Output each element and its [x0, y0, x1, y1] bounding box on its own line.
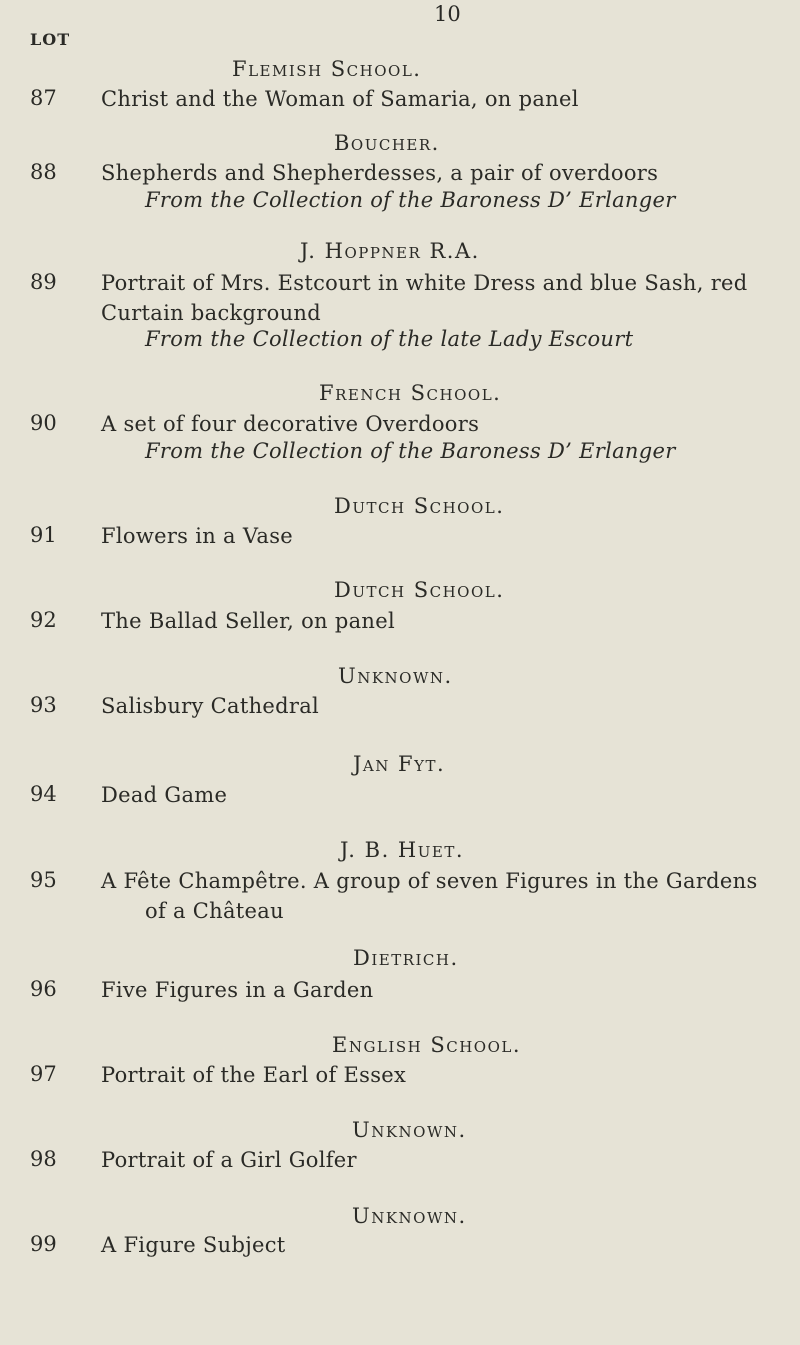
lot-attribution: Jan Fyt.: [353, 752, 446, 776]
lot-attribution: Unknown.: [352, 1204, 467, 1228]
lot-attribution: Dutch School.: [334, 578, 505, 602]
lot-provenance: From the Collection of the late Lady Escourt: [145, 327, 634, 351]
lot-attribution: J. Hoppner R.A.: [300, 239, 480, 263]
lot-title: Portrait of Mrs. Estcourt in white Dress and blue Sash, red Curtain background: [101, 271, 748, 325]
lot-title: Portrait of a Girl Golfer: [101, 1148, 357, 1172]
lot-attribution: English School.: [332, 1033, 522, 1057]
lot-number: 92: [30, 608, 57, 632]
lot-title: Five Figures in a Garden: [101, 978, 374, 1002]
lot-title: Dead Game: [101, 783, 228, 807]
lot-provenance: From the Collection of the Baroness D’ Erlanger: [145, 188, 676, 212]
lot-title: [101, 866, 780, 926]
lot-attribution: French School.: [319, 381, 502, 405]
lot-number: 96: [30, 977, 57, 1001]
lot-number: 91: [30, 523, 57, 547]
lot-title: Portrait of the Earl of Essex: [101, 1063, 407, 1087]
lot-attribution: J. B. Huet.: [340, 838, 465, 862]
lot-attribution: Flemish School.: [232, 57, 422, 81]
lot-title: Christ and the Woman of Samaria, on panel: [101, 87, 579, 111]
lot-provenance: From the Collection of the Baroness D’ Erlanger: [145, 439, 676, 463]
lot-number: 90: [30, 411, 57, 435]
lot-title: Shepherds and Shepherdesses, a pair of overdoors: [101, 161, 659, 185]
lot-number: 87: [30, 86, 57, 110]
lot-number: 88: [30, 160, 57, 184]
lot-title-text: A Fête Champêtre. A group of seven Figures in the Gardens of a Château: [101, 869, 758, 923]
lot-column-header: LOT: [30, 30, 71, 49]
lot-number: 98: [30, 1147, 57, 1171]
lot-number: 94: [30, 782, 57, 806]
lot-number: 97: [30, 1062, 57, 1086]
lot-number: 89: [30, 270, 57, 294]
lot-title: Salisbury Cathedral: [101, 694, 320, 718]
page-number: 10: [434, 2, 461, 26]
lot-number: 99: [30, 1232, 57, 1256]
lot-attribution: Boucher.: [334, 131, 440, 155]
lot-attribution: Dietrich.: [353, 946, 459, 970]
lot-attribution: Unknown.: [352, 1118, 467, 1142]
lot-number: 95: [30, 868, 57, 892]
lot-attribution: Dutch School.: [334, 494, 505, 518]
lot-number: 93: [30, 693, 57, 717]
lot-title: A set of four decorative Overdoors: [101, 412, 480, 436]
lot-title: A Figure Subject: [101, 1233, 286, 1257]
lot-attribution: Unknown.: [338, 664, 453, 688]
lot-title: The Ballad Seller, on panel: [101, 609, 395, 633]
lot-title: Flowers in a Vase: [101, 524, 293, 548]
